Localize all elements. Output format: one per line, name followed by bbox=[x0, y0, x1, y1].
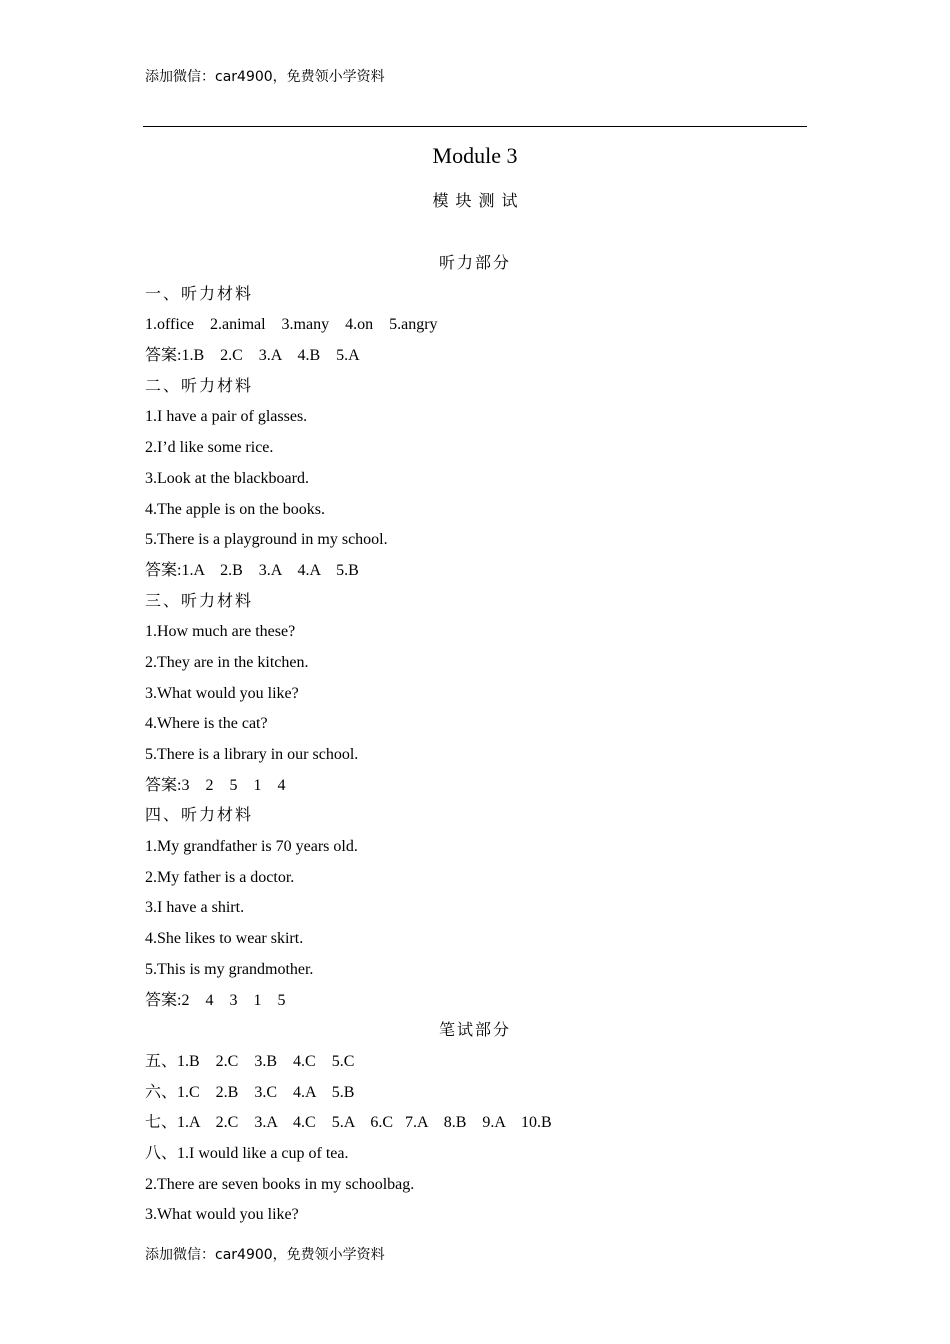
question-heading: 一、听力材料 bbox=[145, 285, 254, 303]
question-heading: 三、听力材料 bbox=[145, 592, 254, 610]
text-line: 1.office 2.animal 3.many 4.on 5.angry bbox=[145, 316, 438, 334]
document-body bbox=[145, 252, 805, 1234]
text-line: 4.The apple is on the books. bbox=[145, 500, 325, 518]
text-line: 2.There are seven books in my schoolbag. bbox=[145, 1175, 415, 1193]
text-line: 5.There is a library in our school. bbox=[145, 746, 359, 763]
text-line: 5.This is my grandmother. bbox=[145, 960, 314, 978]
question-heading: 四、听力材料 bbox=[145, 807, 254, 825]
document-subtitle: 模块测试 bbox=[432, 193, 525, 210]
text-line: 答案:1.B 2.C 3.A 4.B 5.A bbox=[145, 347, 360, 365]
text-line: 4.Where is the cat? bbox=[145, 715, 268, 733]
text-line: 4.She likes to wear skirt. bbox=[145, 930, 304, 948]
text-line: 五、1.B 2.C 3.B 4.C 5.C bbox=[145, 1052, 355, 1070]
header-divider bbox=[143, 126, 807, 127]
text-line: 1.I have a pair of glasses. bbox=[145, 408, 308, 426]
text-line: 1.My grandfather is 70 years old. bbox=[145, 838, 358, 856]
text-line: 3.What would you like? bbox=[145, 684, 299, 702]
text-line: 七、1.A 2.C 3.A 4.C 5.A 6.C 7.A 8.B 9.A 10.B bbox=[145, 1114, 552, 1132]
text-line: 答案:1.A 2.B 3.A 4.A 5.B bbox=[145, 561, 359, 579]
text-line: 2.I’d like some rice. bbox=[145, 439, 274, 457]
text-line: 3.What would you like? bbox=[145, 1206, 299, 1224]
section-heading: 听力部分 bbox=[438, 255, 511, 272]
footer-note: 添加微信：car4900，免费领小学资料 bbox=[145, 1247, 385, 1263]
text-line: 5.There is a playground in my school. bbox=[145, 531, 388, 549]
text-line: 八、1.I would like a cup of tea. bbox=[145, 1144, 349, 1162]
text-line: 3.I have a shirt. bbox=[145, 899, 245, 917]
text-line: 1.How much are these? bbox=[145, 623, 296, 641]
text-line: 3.Look at the blackboard. bbox=[145, 469, 309, 487]
text-line: 六、1.C 2.B 3.C 4.A 5.B bbox=[145, 1083, 355, 1101]
text-line: 2.My father is a doctor. bbox=[145, 868, 295, 886]
text-line: 答案:2 4 3 1 5 bbox=[145, 991, 286, 1009]
question-heading: 二、听力材料 bbox=[145, 377, 254, 395]
text-line: 答案:3 2 5 1 4 bbox=[145, 776, 286, 794]
header-note: 添加微信：car4900，免费领小学资料 bbox=[145, 69, 385, 85]
document-title: Module 3 bbox=[432, 143, 518, 168]
text-line: 2.They are in the kitchen. bbox=[145, 653, 309, 671]
section-heading: 笔试部分 bbox=[438, 1022, 511, 1040]
